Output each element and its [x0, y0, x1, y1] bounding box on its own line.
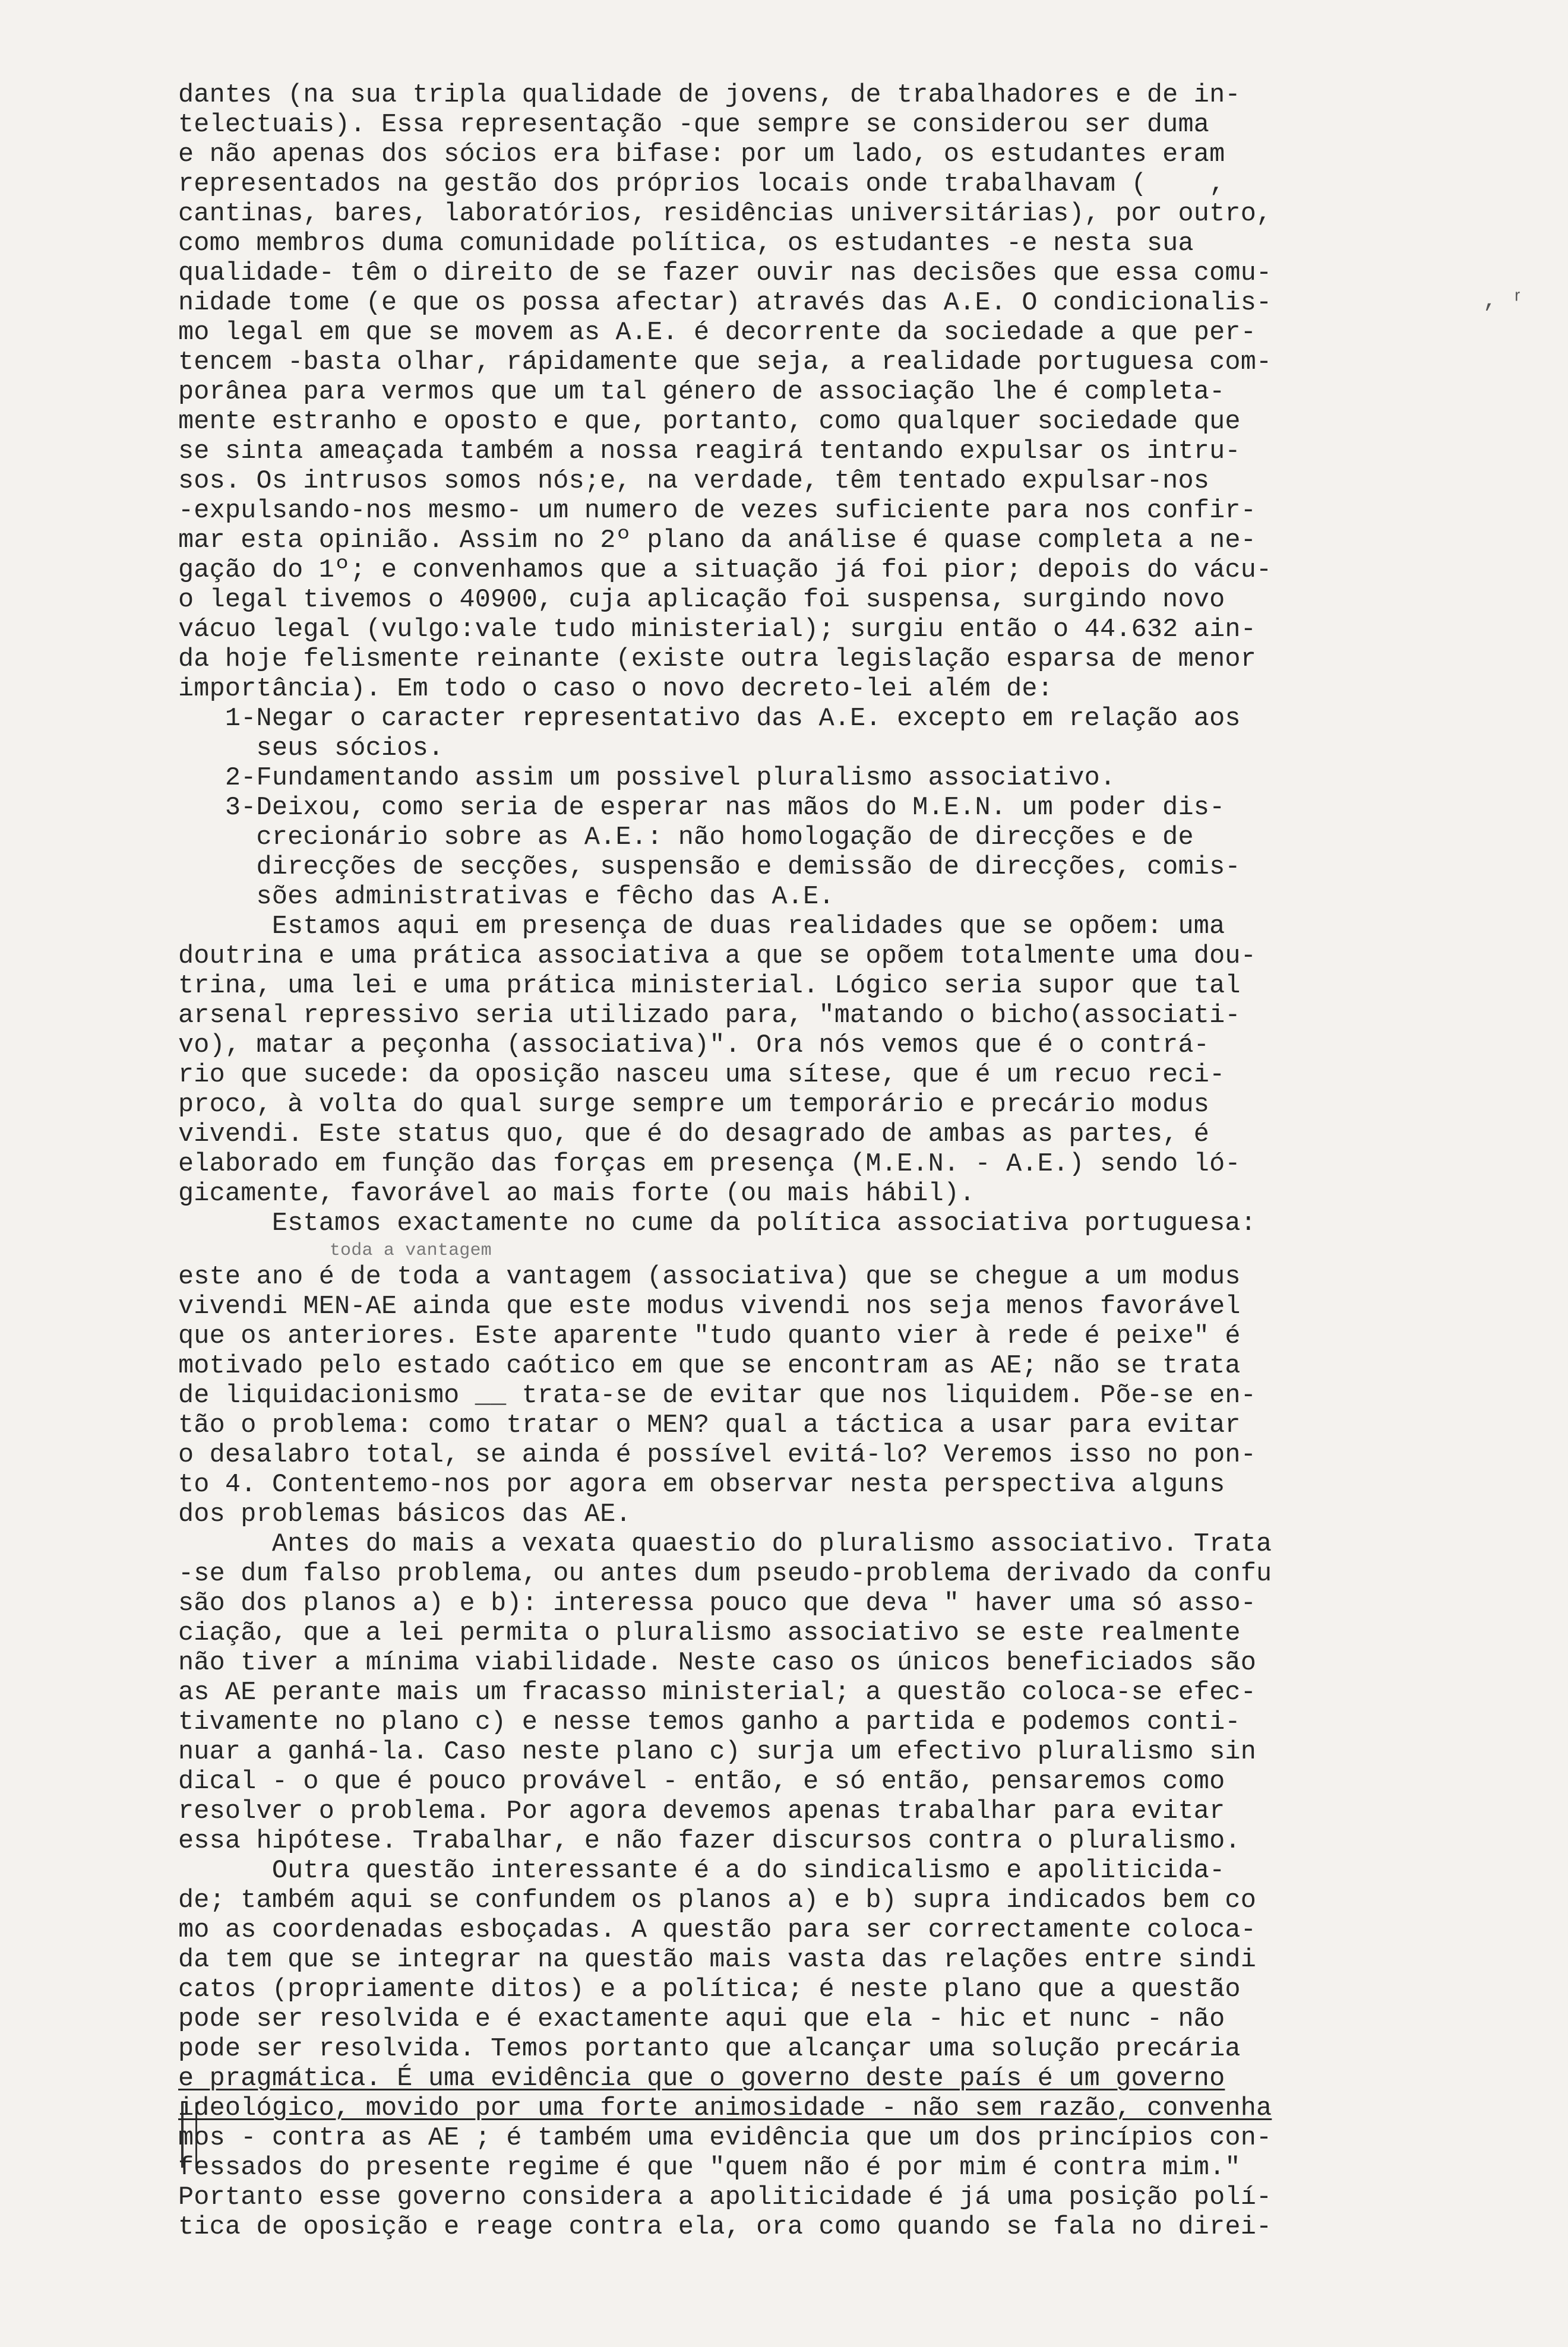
text-line: e pragmática. É uma evidência que o governo deste país é um governo [178, 2064, 1225, 2093]
text-line: sões administrativas e fêcho das A.E. [178, 883, 834, 912]
text-line: qualidade- têm o direito de se fazer ouvir nas decisões que essa comu- [178, 259, 1272, 288]
text-line: mos - contra as AE ; é também uma evidência que um dos princípios con- [178, 2124, 1272, 2153]
text-line: arsenal repressivo seria utilizado para, "matando o bicho(associati- [178, 1001, 1241, 1030]
text-line: catos (propriamente ditos) e a política; é neste plano que a questão [178, 1975, 1241, 2004]
margin-mark: ‚ ʳ [1482, 287, 1525, 314]
text-line: mo as coordenadas esboçadas. A questão para ser correctamente coloca- [178, 1916, 1256, 1945]
text-line: rio que sucede: da oposição nasceu uma sítese, que é um recuo reci- [178, 1061, 1225, 1090]
text-line: sos. Os intrusos somos nós;e, na verdade, têm tentado expulsar-nos [178, 467, 1210, 496]
text-line: Antes do mais a vexata quaestio do pluralismo associativo. Trata [178, 1530, 1272, 1559]
text-line: gação do 1º; e convenhamos que a situação já foi pior; depois do vácu- [178, 556, 1272, 585]
text-line: como membros duma comunidade política, os estudantes -e nesta sua [178, 229, 1194, 258]
document-text [178, 81, 1461, 2242]
text-line: cantinas, bares, laboratórios, residências universitárias), por outro, [178, 200, 1272, 229]
text-line: não tiver a mínima viabilidade. Neste caso os únicos beneficiados são [178, 1649, 1256, 1678]
text-line: essa hipótese. Trabalhar, e não fazer discursos contra o pluralismo. [178, 1827, 1241, 1856]
text-line: se sinta ameaçada também a nossa reagirá tentando expulsar os intru- [178, 437, 1241, 466]
text-line: tica de oposição e reage contra ela, ora como quando se fala no direi- [178, 2213, 1272, 2242]
text-line: nuar a ganhá-la. Caso neste plano c) surja um efectivo pluralismo sin [178, 1738, 1256, 1767]
text-line: fessados do presente regime é que "quem não é por mim é contra mim." [178, 2153, 1241, 2182]
text-line: -expulsando-nos mesmo- um numero de vezes suficiente para nos confir- [178, 496, 1256, 526]
text-line: direcções de secções, suspensão e demissão de direcções, comis- [178, 853, 1241, 882]
text-line: nidade tome (e que os possa afectar) através das A.E. O condicionalis- [178, 289, 1272, 318]
text-line: tencem -basta olhar, rápidamente que seja, a realidade portuguesa com- [178, 348, 1272, 377]
text-line: Portanto esse governo considera a apoliticidade é já uma posição polí- [178, 2183, 1272, 2212]
text-line: este ano é de toda a vantagem (associativa) que se chegue a um modus [178, 1263, 1241, 1292]
text-line: são dos planos a) e b): interessa pouco que deva " haver uma só asso- [178, 1589, 1256, 1618]
text-line: Estamos aqui em presença de duas realidades que se opõem: uma [178, 912, 1225, 941]
text-line: porânea para vermos que um tal género de associação lhe é completa- [178, 378, 1225, 407]
text-line: ideológico, movido por uma forte animosidade - não sem razão, convenha [178, 2094, 1272, 2123]
text-line: proco, à volta do qual surge sempre um temporário e precário modus [178, 1090, 1210, 1119]
text-line: gicamente, favorável ao mais forte (ou mais hábil). [178, 1179, 975, 1209]
text-line: de liquidacionismo __ trata-se de evitar que nos liquidem. Põe-se en- [178, 1381, 1256, 1410]
text-line: resolver o problema. Por agora devemos apenas trabalhar para evitar [178, 1797, 1225, 1826]
text-line: telectuais). Essa representação -que sempre se considerou ser duma [178, 110, 1210, 140]
text-line: crecionário sobre as A.E.: não homologação de direcções e de [178, 823, 1194, 852]
text-line: mente estranho e oposto e que, portanto, como qualquer sociedade que [178, 407, 1241, 436]
text-line: toda a vantagem [178, 1241, 492, 1261]
text-line: vivendi. Este status quo, que é do desagrado de ambas as partes, é [178, 1120, 1210, 1149]
text-line: pode ser resolvida. Temos portanto que alcançar uma solução precária [178, 2035, 1241, 2064]
text-line: doutrina e uma prática associativa a que se opõem totalmente uma dou- [178, 942, 1256, 971]
text-line: 1-Negar o caracter representativo das A.E. excepto em relação aos [178, 704, 1241, 733]
text-line: mar esta opinião. Assim no 2º plano da análise é quase completa a ne- [178, 526, 1256, 555]
text-line: tão o problema: como tratar o MEN? qual a táctica a usar para evitar [178, 1411, 1241, 1440]
text-line: elaborado em função das forças em presença (M.E.N. - A.E.) sendo ló- [178, 1150, 1241, 1179]
text-line: que os anteriores. Este aparente "tudo quanto vier à rede é peixe" é [178, 1322, 1241, 1351]
text-line: de; também aqui se confundem os planos a) e b) supra indicados bem co [178, 1886, 1256, 1915]
text-line: -se dum falso problema, ou antes dum pseudo-problema derivado da confu [178, 1560, 1272, 1589]
text-line: dantes (na sua tripla qualidade de jovens, de trabalhadores e de in- [178, 81, 1241, 110]
text-line: to 4. Contentemo-nos por agora em observar nesta perspectiva alguns [178, 1470, 1225, 1500]
text-line: dical - o que é pouco provável - então, e só então, pensaremos como [178, 1767, 1225, 1796]
text-line: vácuo legal (vulgo:vale tudo ministerial); surgiu então o 44.632 ain- [178, 615, 1256, 644]
text-line: Outra questão interessante é a do sindicalismo e apoliticida- [178, 1856, 1225, 1886]
text-line: representados na gestão dos próprios locais onde trabalhavam ( , [178, 170, 1225, 199]
text-line: da tem que se integrar na questão mais vasta das relações entre sindi [178, 1946, 1256, 1975]
text-line: dos problemas básicos das AE. [178, 1500, 631, 1529]
text-line: vo), matar a peçonha (associativa)". Ora nós vemos que é o contrá- [178, 1031, 1210, 1060]
text-line: Estamos exactamente no cume da política associativa portuguesa: [178, 1209, 1256, 1238]
text-line: mo legal em que se movem as A.E. é decorrente da sociedade a que per- [178, 318, 1256, 347]
text-line: o desalabro total, se ainda é possível evitá-lo? Veremos isso no pon- [178, 1441, 1256, 1470]
text-line: ciação, que a lei permita o pluralismo associativo se este realmente [178, 1619, 1241, 1648]
text-line: 2-Fundamentando assim um possivel pluralismo associativo. [178, 764, 1116, 793]
text-line: as AE perante mais um fracasso ministerial; a questão coloca-se efec- [178, 1678, 1256, 1707]
text-line: pode ser resolvida e é exactamente aqui que ela - hic et nunc - não [178, 2005, 1225, 2034]
text-line: vivendi MEN-AE ainda que este modus vivendi nos seja menos favorável [178, 1292, 1241, 1321]
text-line: motivado pelo estado caótico em que se encontram as AE; não se trata [178, 1352, 1241, 1381]
text-line: seus sócios. [178, 734, 444, 763]
text-line: o legal tivemos o 40900, cuja aplicação foi suspensa, surgindo novo [178, 586, 1225, 615]
text-line: trina, uma lei e uma prática ministerial. Lógico seria supor que tal [178, 972, 1241, 1001]
text-line: e não apenas dos sócios era bifase: por um lado, os estudantes eram [178, 140, 1225, 169]
text-line: 3-Deixou, como seria de esperar nas mãos do M.E.N. um poder dis- [178, 793, 1225, 823]
text-line: da hoje felismente reinante (existe outra legislação esparsa de menor [178, 645, 1256, 674]
text-line: tivamente no plano c) e nesse temos ganho a partida e podemos conti- [178, 1708, 1241, 1737]
text-line: importância). Em todo o caso o novo decreto-lei além de: [178, 675, 1054, 704]
